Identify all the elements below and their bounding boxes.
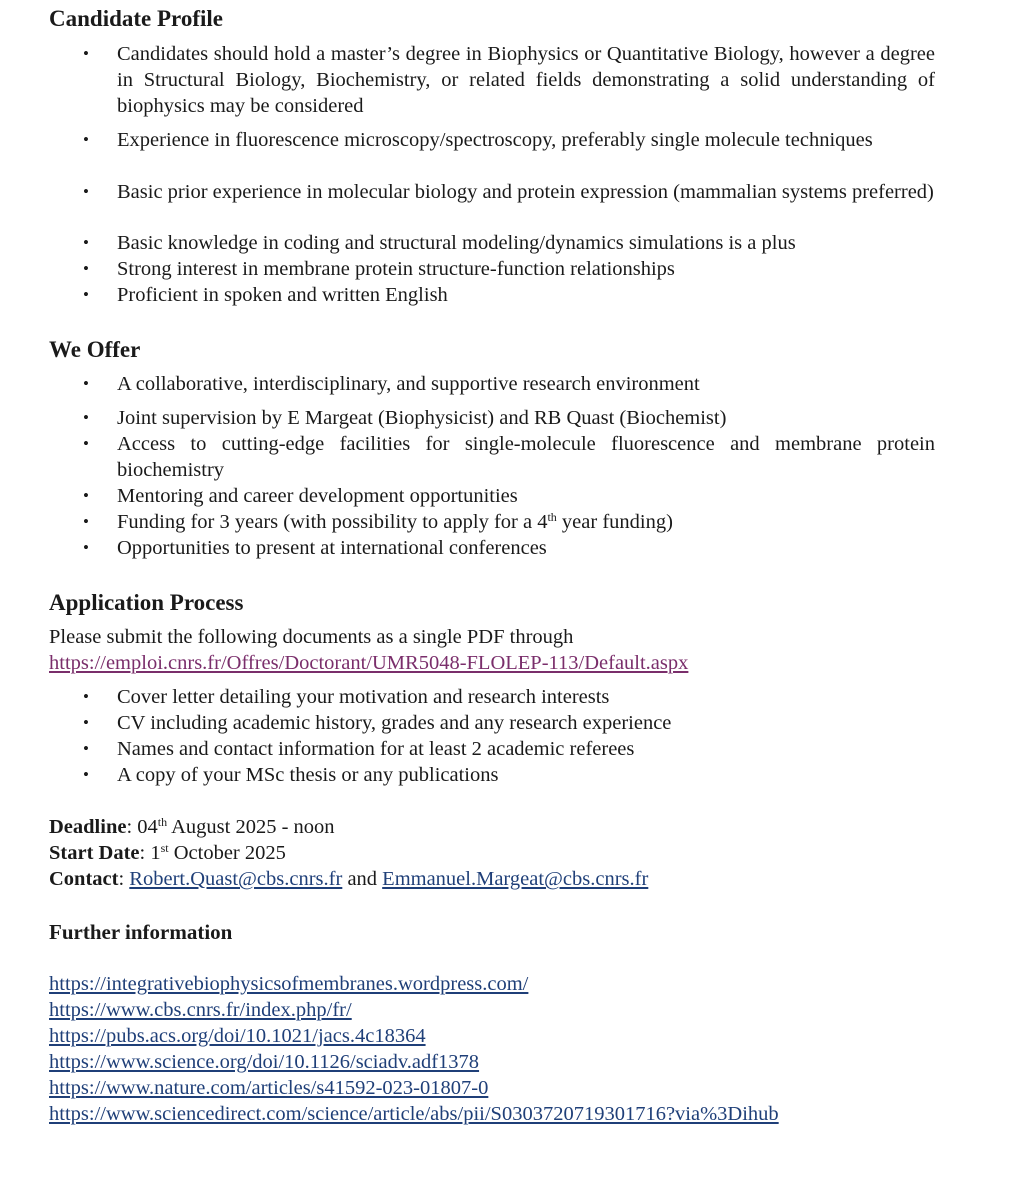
contact-email-margeat[interactable]: Emmanuel.Margeat@cbs.cnrs.fr — [382, 868, 649, 890]
contact-separator: : — [118, 868, 130, 890]
further-info-link[interactable]: https://www.sciencedirect.com/science/article/abs/pii/S0303720719301716?via%3Dihub — [49, 1103, 779, 1125]
list-item: • A collaborative, interdisciplinary, and supportive research environment — [117, 371, 935, 397]
further-info-link[interactable]: https://www.cbs.cnrs.fr/index.php/fr/ — [49, 999, 352, 1021]
list-item: • Cover letter detailing your motivation and research interests — [117, 684, 935, 710]
further-info-link[interactable]: https://www.nature.com/articles/s41592-023-01807-0 — [49, 1077, 489, 1099]
candidate-profile-heading: Candidate Profile — [49, 6, 223, 31]
list-item: • Names and contact information for at least 2 academic referees — [117, 736, 935, 762]
start-rest: October 2025 — [168, 842, 286, 864]
application-link-line — [49, 650, 688, 676]
list-item-funding — [117, 509, 935, 535]
list-item: • Access to cutting-edge facilities for single-molecule fluorescence and membrane protein biochemistry — [117, 431, 935, 483]
list-item: • A copy of your MSc thesis or any publications — [117, 762, 935, 788]
start-superscript: st — [160, 841, 169, 855]
deadline-label: Deadline — [49, 816, 127, 838]
we-offer-heading: We Offer — [49, 337, 141, 362]
list-item: • Basic prior experience in molecular biology and protein expression (mammalian systems preferred) — [117, 179, 935, 205]
application-portal-link[interactable]: https://emploi.cnrs.fr/Offres/Doctorant/UMR5048-FLOLEP-113/Default.aspx — [49, 652, 689, 674]
contact-label: Contact — [49, 868, 119, 890]
funding-text-end: year funding) — [556, 511, 673, 533]
start-date-line — [49, 840, 286, 866]
contact-line — [49, 866, 648, 892]
further-info-link[interactable]: https://integrativebiophysicsofmembranes.wordpress.com/ — [49, 973, 529, 995]
application-intro: Please submit the following documents as a single PDF through — [49, 626, 574, 648]
further-info-link[interactable]: https://pubs.acs.org/doi/10.1021/jacs.4c18364 — [49, 1025, 426, 1047]
start-day: : 1 — [139, 842, 161, 864]
application-process-heading: Application Process — [49, 590, 244, 615]
start-date-label: Start Date — [49, 842, 140, 864]
deadline-superscript: th — [157, 815, 168, 829]
deadline-day: : 04 — [126, 816, 158, 838]
funding-superscript: th — [547, 510, 557, 524]
contact-email-quast[interactable]: Robert.Quast@cbs.cnrs.fr — [129, 868, 343, 890]
list-item: • CV including academic history, grades and any research experience — [117, 710, 935, 736]
list-item: • Basic knowledge in coding and structural modeling/dynamics simulations is a plus — [117, 230, 935, 256]
list-item: • Opportunities to present at international conferences — [117, 535, 935, 561]
deadline-rest: August 2025 - noon — [167, 816, 335, 838]
list-item: • Mentoring and career development opportunities — [117, 483, 935, 509]
list-item: • Candidates should hold a master’s degree in Biophysics or Quantitative Biology, however a degree in Structural Biology, Biochemistry, or related fields demonstrating a solid understanding of biophysics may be considered — [117, 41, 935, 119]
further-information-heading: Further information — [49, 920, 233, 944]
further-info-link[interactable]: https://www.science.org/doi/10.1126/sciadv.adf1378 — [49, 1051, 480, 1073]
deadline-line — [49, 814, 335, 840]
list-item: • Joint supervision by E Margeat (Biophysicist) and RB Quast (Biochemist) — [117, 405, 935, 431]
contact-and: and — [342, 868, 383, 890]
list-item: • Proficient in spoken and written English — [117, 282, 935, 308]
list-item: • Experience in fluorescence microscopy/spectroscopy, preferably single molecule techniques — [117, 127, 935, 153]
funding-text: Funding for 3 years (with possibility to apply for a 4 — [117, 511, 548, 533]
list-item: • Strong interest in membrane protein structure-function relationships — [117, 256, 935, 282]
